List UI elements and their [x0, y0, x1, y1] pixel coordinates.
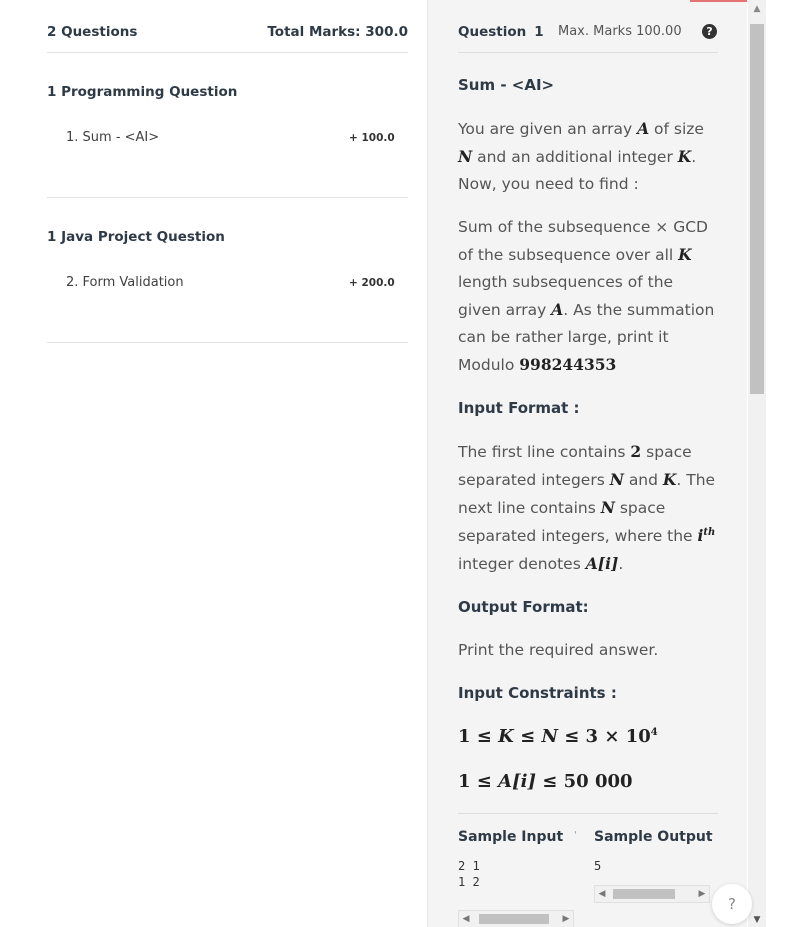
samples-area [458, 814, 720, 927]
sample-output-scrollbar[interactable] [594, 885, 710, 903]
column-separator: ' [574, 830, 577, 841]
question-marks: + 200.0 [349, 277, 395, 289]
question-number: 1 [534, 24, 544, 40]
help-icon[interactable]: ? [702, 24, 717, 39]
question-header [458, 0, 718, 53]
section-java-project [47, 198, 408, 343]
scroll-thumb[interactable] [750, 24, 764, 394]
question-list-panel [47, 0, 408, 343]
question-count: 2 Questions [47, 24, 138, 40]
constraints-heading: Input Constraints : [458, 684, 617, 702]
scroll-left-icon[interactable]: ◀ [598, 889, 606, 899]
input-format-heading: Input Format : [458, 399, 580, 417]
vertical-scrollbar[interactable] [748, 0, 766, 927]
scroll-up-icon[interactable]: ▲ [753, 4, 761, 14]
max-marks: Max. Marks 100.00 [558, 24, 682, 39]
scroll-right-icon[interactable]: ▶ [562, 914, 570, 924]
paragraph-input-format: The first line contains 2 space separated integers N and K. The next line contains N space separated integers, where the $i^{th}$ integer denotes A[i]. [458, 442, 716, 573]
scroll-thumb[interactable] [479, 914, 549, 924]
sample-output-text: 5 [594, 859, 602, 873]
section-title: 1 Java Project Question [47, 229, 225, 245]
question-marks: + 100.0 [349, 132, 395, 144]
paragraph-intro: You are given an array A of size N and an additional integer K. Now, you need to find : [458, 119, 704, 193]
scroll-thumb[interactable] [613, 889, 675, 899]
question-link-form-validation[interactable]: 2. Form Validation [66, 275, 184, 290]
sample-output-title: Sample Output [594, 829, 713, 845]
section-programming [47, 53, 408, 198]
problem-statement [458, 72, 720, 927]
question-label: Question 1 [458, 24, 544, 40]
output-format-text: Print the required answer. [458, 641, 659, 659]
paragraph-task: Sum of the subsequence × GCD of the subsequence over all K length subsequences of the given array A. As the summation can be rather large, print it Modulo 998244353 [458, 218, 715, 374]
sample-input-title: Sample Input [458, 829, 564, 845]
scroll-left-icon[interactable]: ◀ [462, 914, 470, 924]
question-detail-panel [427, 0, 747, 927]
question-link-sum[interactable]: 1. Sum - <AI> [66, 130, 160, 145]
summary-row [47, 0, 408, 53]
total-marks: Total Marks: 300.0 [267, 24, 408, 40]
sample-input-text: 2 1 1 2 [458, 859, 480, 889]
problem-title: Sum - <AI> [458, 76, 555, 94]
output-format-heading: Output Format: [458, 598, 589, 616]
scroll-right-icon[interactable]: ▶ [698, 889, 706, 899]
constraint-1: $1 \le K \le N \le 3 \times 10^4$ [458, 726, 658, 747]
section-title: 1 Programming Question [47, 84, 238, 100]
floating-help-button[interactable]: ? [712, 884, 752, 924]
constraint-2: 1 ≤ A[i] ≤ 50 000 [458, 771, 633, 792]
scroll-down-icon[interactable]: ▼ [753, 915, 761, 925]
sample-input-scrollbar[interactable] [458, 910, 574, 927]
